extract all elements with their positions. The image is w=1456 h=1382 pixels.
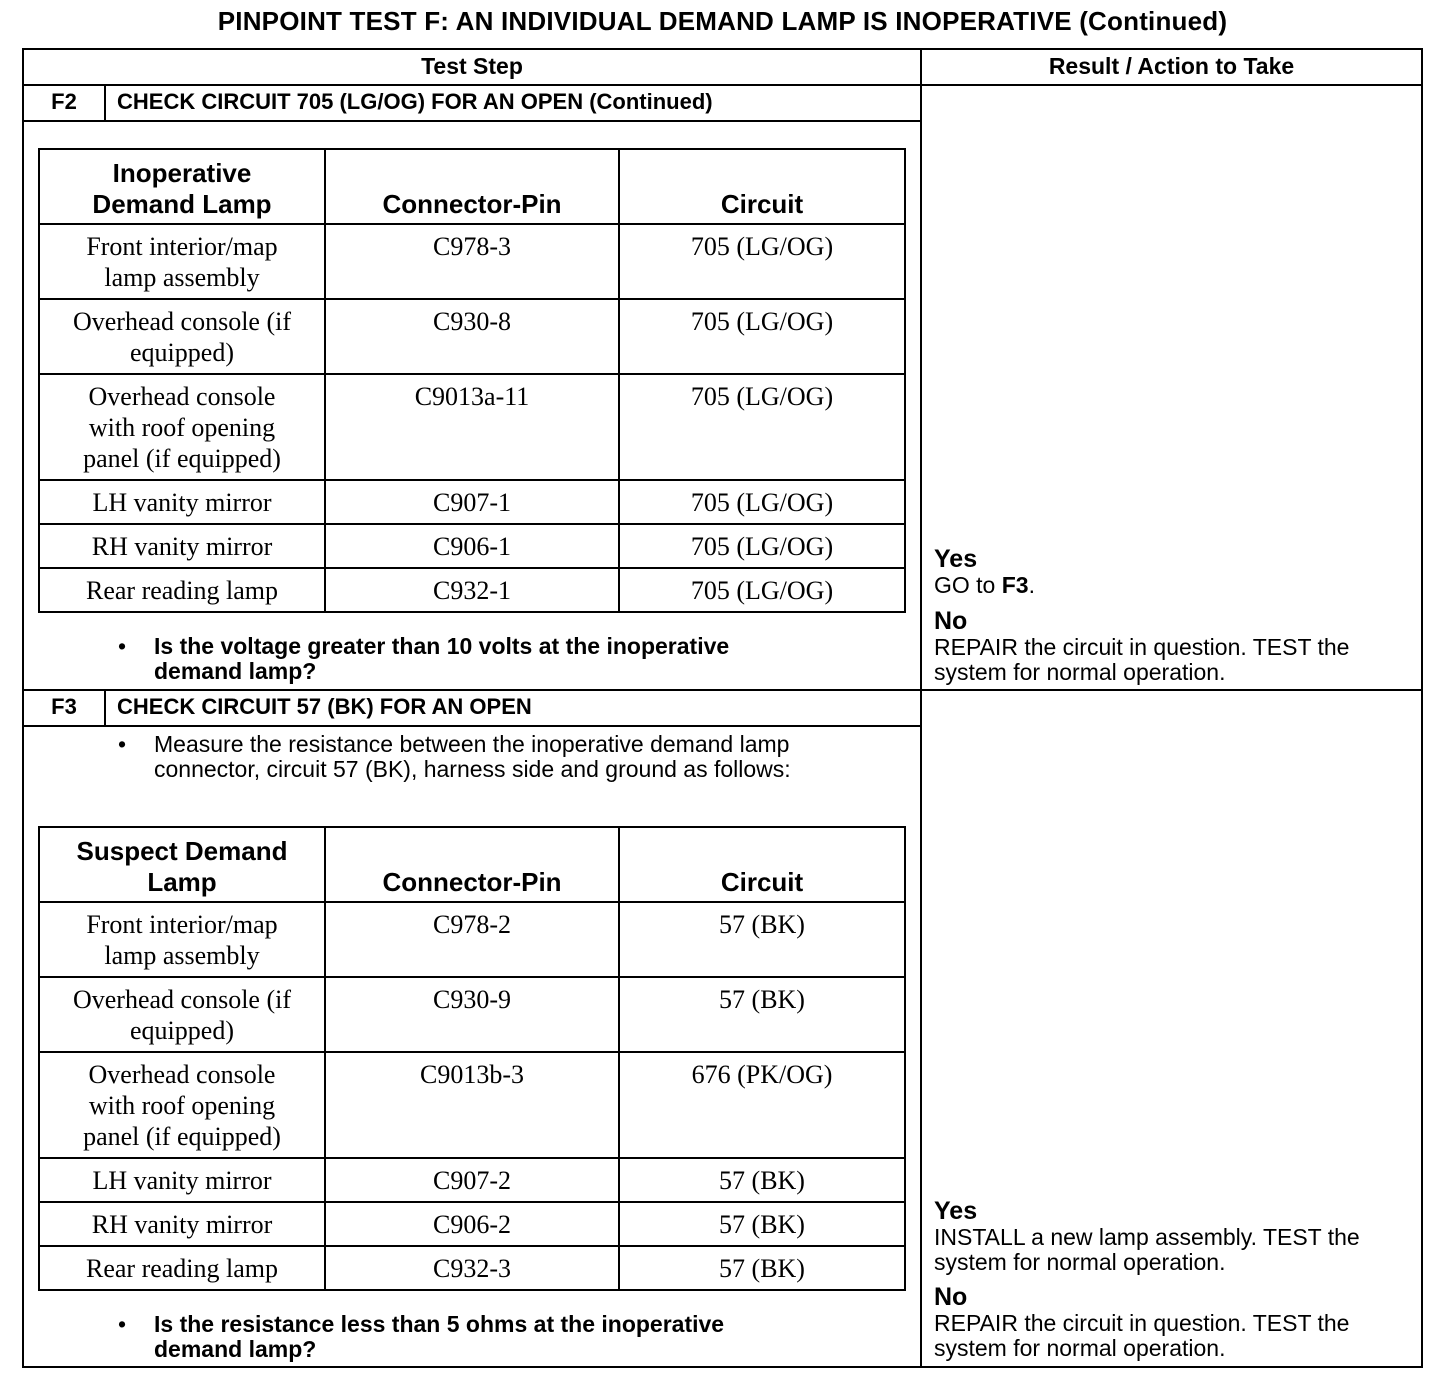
f2-step-title: CHECK CIRCUIT 705 (LG/OG) FOR AN OPEN (Continued)	[117, 89, 713, 114]
f3-lamp-table	[38, 826, 906, 1291]
f3-step-title: CHECK CIRCUIT 57 (BK) FOR AN OPEN	[117, 694, 532, 719]
table-cell: C978-2	[325, 902, 619, 977]
f2-yes-suffix: .	[1028, 572, 1035, 598]
table-header: Connector-Pin	[325, 149, 619, 224]
table-cell: Rear reading lamp	[39, 568, 325, 612]
page-title: PINPOINT TEST F: AN INDIVIDUAL DEMAND LAMP IS INOPERATIVE (Continued)	[217, 6, 1228, 36]
table-cell: C9013b-3	[325, 1052, 619, 1158]
f3-step-id: F3	[51, 694, 77, 719]
f3-question	[116, 1312, 816, 1362]
table-cell: C932-3	[325, 1246, 619, 1290]
table-cell: Overhead console with roof opening panel (if equipped)	[39, 1052, 325, 1158]
table-cell: C906-2	[325, 1202, 619, 1246]
bullet-icon: •	[118, 633, 127, 659]
table-cell: C930-9	[325, 977, 619, 1052]
f2-yes-label: Yes	[934, 545, 978, 573]
table-cell: Front interior/map lamp assembly	[39, 902, 325, 977]
f2-lamp-table	[38, 148, 906, 613]
table-row	[39, 524, 905, 568]
table-row	[39, 374, 905, 480]
table-cell: 676 (PK/OG)	[619, 1052, 905, 1158]
table-cell: 57 (BK)	[619, 977, 905, 1052]
test-step-header: Test Step	[421, 53, 523, 79]
f2-no-label: No	[934, 607, 968, 635]
table-cell: 705 (LG/OG)	[619, 299, 905, 374]
table-header: Inoperative Demand Lamp	[39, 149, 325, 224]
f2-yes-target: F3	[1001, 572, 1029, 598]
f2-step-id: F2	[51, 89, 77, 114]
result-header: Result / Action to Take	[1048, 53, 1295, 79]
table-cell: 705 (LG/OG)	[619, 480, 905, 524]
table-cell: 705 (LG/OG)	[619, 374, 905, 480]
table-cell: C932-1	[325, 568, 619, 612]
table-cell: C907-1	[325, 480, 619, 524]
f2-id-divider	[104, 84, 106, 122]
table-cell: 705 (LG/OG)	[619, 224, 905, 299]
table-cell: 57 (BK)	[619, 1158, 905, 1202]
table-cell: Rear reading lamp	[39, 1246, 325, 1290]
bullet-icon: •	[118, 1311, 127, 1337]
table-cell: C906-1	[325, 524, 619, 568]
table-row	[39, 1246, 905, 1290]
table-cell: RH vanity mirror	[39, 524, 325, 568]
table-header: Circuit	[619, 149, 905, 224]
table-cell: 57 (BK)	[619, 1202, 905, 1246]
f3-title-divider	[22, 725, 922, 727]
table-cell: 57 (BK)	[619, 1246, 905, 1290]
f3-results	[934, 1198, 1419, 1361]
table-cell: C9013a-11	[325, 374, 619, 480]
table-row	[39, 1052, 905, 1158]
header-divider	[22, 84, 1423, 86]
table-header: Suspect Demand Lamp	[39, 827, 325, 902]
f3-yes-action: INSTALL a new lamp assembly. TEST the system for normal operation.	[934, 1224, 1360, 1275]
f2-no-action: REPAIR the circuit in question. TEST the system for normal operation.	[934, 634, 1350, 685]
table-row	[39, 299, 905, 374]
table-cell: 57 (BK)	[619, 902, 905, 977]
f2-results	[934, 546, 1419, 685]
table-cell: Overhead console with roof opening panel (if equipped)	[39, 374, 325, 480]
table-row	[39, 1202, 905, 1246]
table-cell: RH vanity mirror	[39, 1202, 325, 1246]
table-header: Connector-Pin	[325, 827, 619, 902]
table-cell: 705 (LG/OG)	[619, 568, 905, 612]
table-cell: LH vanity mirror	[39, 1158, 325, 1202]
f2-yes-action	[934, 573, 1419, 598]
f2-yes-prefix: GO to	[934, 572, 1002, 598]
table-cell: Overhead console (if equipped)	[39, 299, 325, 374]
table-row	[39, 977, 905, 1052]
f3-yes-label: Yes	[934, 1197, 978, 1225]
bullet-icon: •	[118, 731, 127, 757]
f3-instruction-text: Measure the resistance between the inoperative demand lamp connector, circuit 57 (BK), harness side and ground as follows:	[154, 731, 791, 782]
f3-no-action: REPAIR the circuit in question. TEST the system for normal operation.	[934, 1310, 1350, 1361]
table-cell: C978-3	[325, 224, 619, 299]
f3-id-divider	[104, 689, 106, 727]
f2-title-divider	[22, 120, 922, 122]
table-row	[39, 1158, 905, 1202]
table-cell: 705 (LG/OG)	[619, 524, 905, 568]
table-row	[39, 480, 905, 524]
table-cell: Front interior/map lamp assembly	[39, 224, 325, 299]
table-cell: LH vanity mirror	[39, 480, 325, 524]
table-row	[39, 224, 905, 299]
table-header: Circuit	[619, 827, 905, 902]
table-cell: C930-8	[325, 299, 619, 374]
table-cell: Overhead console (if equipped)	[39, 977, 325, 1052]
step-divider	[22, 689, 1423, 691]
f3-instruction	[116, 732, 876, 782]
table-cell: C907-2	[325, 1158, 619, 1202]
table-row	[39, 902, 905, 977]
f2-question	[116, 634, 816, 684]
f3-no-label: No	[934, 1283, 968, 1311]
f2-question-text: Is the voltage greater than 10 volts at the inoperative demand lamp?	[154, 633, 730, 684]
f3-question-text: Is the resistance less than 5 ohms at the inoperative demand lamp?	[154, 1311, 725, 1362]
column-divider	[920, 48, 922, 1368]
table-row	[39, 568, 905, 612]
